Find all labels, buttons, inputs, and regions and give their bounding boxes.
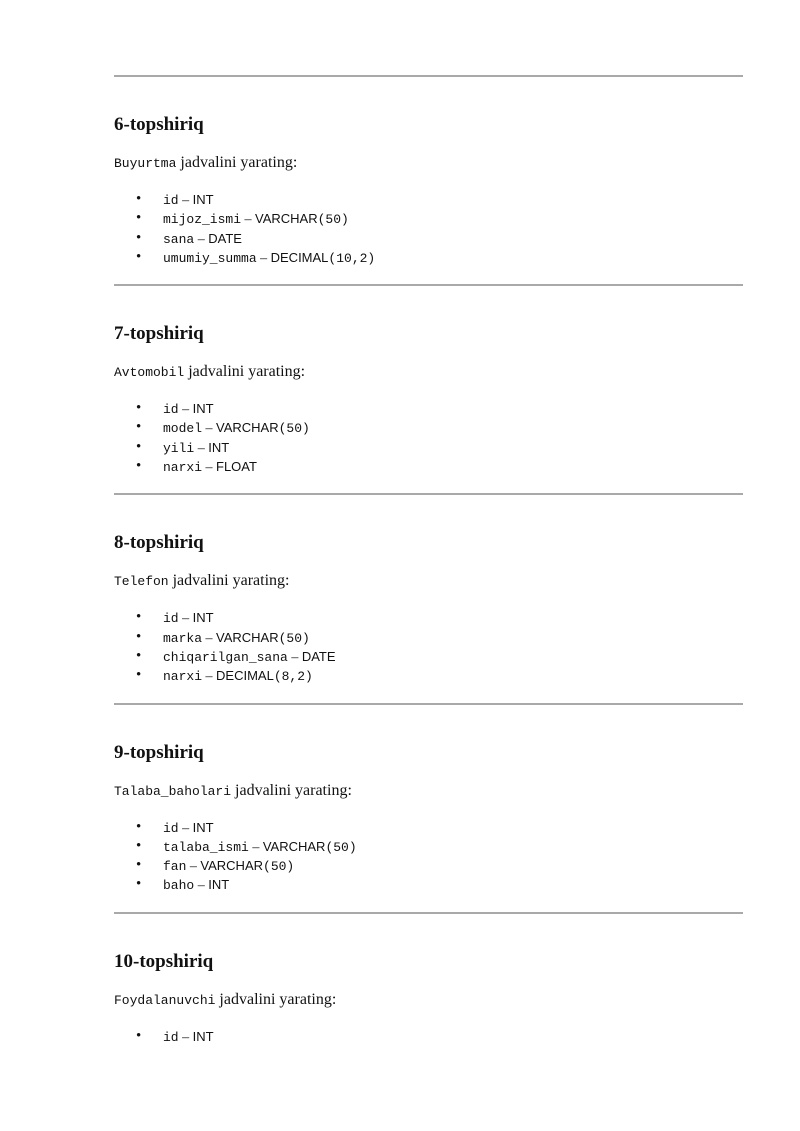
task-instruction [114, 989, 743, 1012]
field-type: INT [192, 610, 214, 626]
field-separator: – [194, 878, 209, 894]
field-type: FLOAT [216, 459, 257, 475]
field-separator: – [194, 440, 209, 456]
field-list [114, 399, 743, 476]
bullet-icon: • [136, 647, 142, 664]
field-name: narxi [163, 460, 203, 476]
bullet-icon: • [136, 191, 142, 207]
bullet-icon: • [136, 438, 142, 455]
field-type-params: (50) [263, 859, 295, 875]
horizontal-rule [114, 912, 743, 914]
task-heading: 9-topshiriq [114, 741, 204, 763]
field-type: INT [192, 819, 214, 835]
task-heading: 10-topshiriq [114, 950, 214, 972]
field-type: DATE [301, 648, 336, 664]
field-type-params: (50) [325, 839, 357, 855]
field-type: INT [208, 877, 230, 893]
task-heading: 7-topshiriq [114, 323, 204, 345]
field-separator: – [248, 839, 263, 855]
bullet-icon: • [136, 857, 142, 874]
field-name: marka [163, 630, 203, 646]
field-item [114, 628, 743, 647]
bullet-icon: • [136, 876, 142, 893]
field-item [114, 818, 743, 837]
horizontal-rule [114, 703, 743, 705]
field-item [114, 438, 743, 457]
field-separator: – [287, 649, 302, 665]
field-type-params: (10,2) [328, 250, 376, 266]
instruction-text: jadvalini yarating: [215, 990, 337, 1008]
table-name: Foydalanuvchi [114, 992, 216, 1008]
field-item [114, 647, 743, 666]
field-name: talaba_ismi [163, 839, 249, 855]
bullet-icon: • [136, 229, 142, 246]
task-section [114, 531, 743, 704]
section-spacer [114, 895, 743, 912]
task-instruction [114, 780, 743, 803]
field-separator: – [202, 669, 217, 685]
field-name: sana [163, 231, 195, 247]
instruction-text: jadvalini yarating: [184, 363, 306, 381]
field-name: id [163, 193, 179, 208]
field-type: INT [192, 1028, 214, 1044]
field-item [114, 666, 743, 685]
field-separator: – [178, 611, 193, 627]
bullet-icon: • [136, 458, 142, 475]
field-name: chiqarilgan_sana [163, 649, 288, 665]
horizontal-rule [114, 493, 743, 495]
field-separator: – [256, 250, 271, 266]
field-name: fan [163, 859, 187, 875]
instruction-text: jadvalini yarating: [168, 572, 290, 590]
field-type: VARCHAR [262, 838, 326, 854]
field-type: VARCHAR [200, 858, 264, 874]
field-type: DATE [208, 230, 242, 246]
bullet-icon: • [136, 419, 142, 436]
field-name: mijoz_ismi [163, 212, 242, 228]
field-item [114, 190, 743, 209]
bullet-icon: • [136, 628, 142, 645]
task-instruction [114, 570, 743, 593]
table-name: Avtomobil [114, 365, 185, 381]
task-section [114, 113, 743, 286]
task-instruction [114, 361, 743, 384]
instruction-text: jadvalini yarating: [176, 154, 298, 171]
field-name: id [163, 820, 179, 836]
field-separator: – [194, 231, 209, 247]
field-separator: – [186, 859, 201, 875]
bullet-icon: • [136, 248, 142, 265]
field-item [114, 856, 743, 875]
bullet-icon: • [136, 609, 142, 626]
table-name: Talaba_baholari [114, 783, 232, 799]
field-item [114, 229, 743, 248]
task-heading: 6-topshiriq [114, 114, 204, 135]
bullet-icon: • [136, 837, 142, 854]
field-item [114, 837, 743, 856]
instruction-text: jadvalini yarating: [231, 781, 352, 799]
bullet-icon: • [136, 400, 142, 417]
document-page [114, 0, 743, 1046]
field-separator: – [178, 193, 193, 208]
field-name: id [163, 611, 179, 627]
task-section [114, 741, 743, 914]
field-type: DECIMAL [216, 668, 274, 684]
section-spacer [114, 686, 743, 703]
field-type-params: (8,2) [273, 669, 313, 685]
task-heading: 8-topshiriq [114, 532, 204, 554]
field-separator: – [202, 460, 217, 476]
bullet-icon: • [136, 1027, 142, 1044]
field-type: INT [192, 401, 214, 417]
field-list [114, 190, 743, 267]
table-name: Telefon [114, 574, 169, 590]
field-item [114, 399, 743, 418]
field-name: model [163, 421, 203, 437]
field-separator: – [202, 630, 217, 646]
field-separator: – [178, 820, 193, 836]
bullet-icon: • [136, 667, 142, 684]
bullet-icon: • [136, 210, 142, 227]
field-item [114, 1027, 743, 1046]
field-type: DECIMAL [270, 249, 329, 265]
field-name: narxi [163, 669, 203, 685]
horizontal-rule [114, 75, 743, 77]
field-item [114, 457, 743, 476]
field-type-params: (50) [278, 421, 310, 437]
task-instruction [114, 152, 743, 175]
section-spacer [114, 476, 743, 493]
field-type: INT [192, 192, 214, 207]
task-section [114, 950, 743, 1046]
field-list [114, 608, 743, 685]
field-item [114, 875, 743, 894]
task-sections [114, 113, 743, 1046]
field-name: baho [163, 878, 195, 894]
field-name: id [163, 1029, 179, 1045]
field-type-params: (50) [317, 212, 349, 228]
field-item [114, 248, 743, 267]
field-separator: – [178, 402, 193, 418]
field-list [114, 818, 743, 895]
field-type-params: (50) [278, 630, 310, 646]
field-item [114, 608, 743, 627]
table-name: Buyurtma [114, 156, 177, 171]
field-separator: – [178, 1029, 193, 1045]
field-name: id [163, 402, 179, 418]
field-name: yili [163, 440, 195, 456]
field-name: umumiy_summa [163, 250, 257, 266]
bullet-icon: • [136, 818, 142, 835]
field-separator: – [241, 212, 256, 228]
field-list [114, 1027, 743, 1046]
field-separator: – [202, 421, 217, 437]
field-type: VARCHAR [216, 420, 279, 436]
field-item [114, 209, 743, 228]
field-type: VARCHAR [216, 629, 279, 645]
section-spacer [114, 267, 743, 284]
task-section [114, 322, 743, 495]
field-type: VARCHAR [255, 211, 318, 227]
horizontal-rule [114, 284, 743, 286]
field-item [114, 418, 743, 437]
field-type: INT [208, 439, 230, 455]
